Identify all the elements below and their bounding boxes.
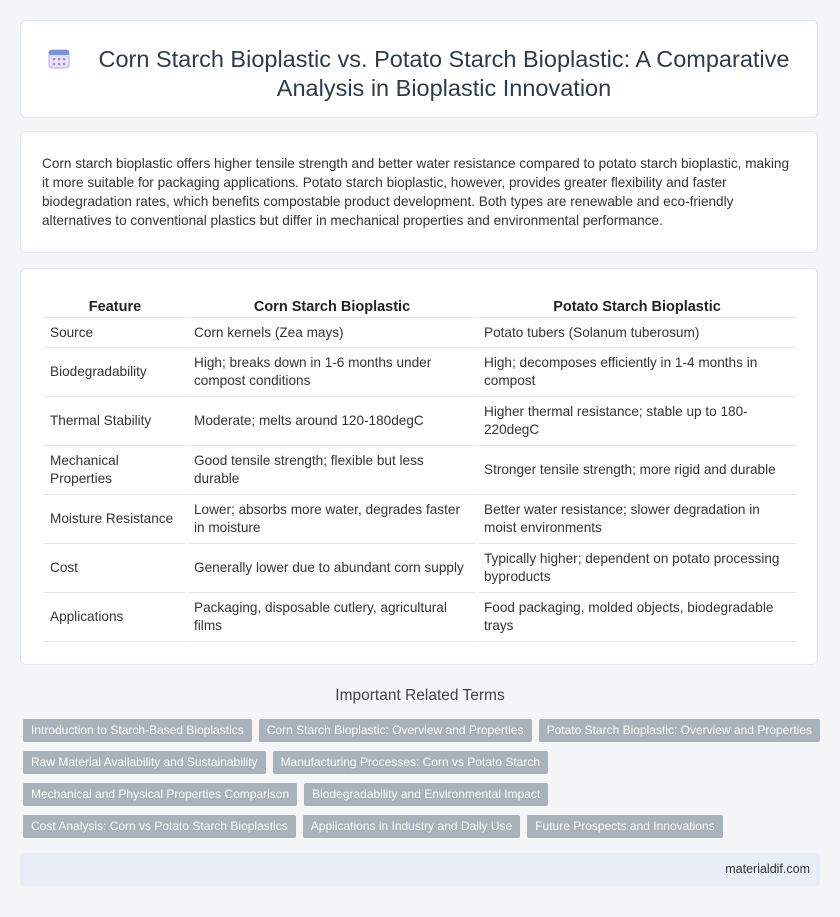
- header-feature: Feature: [44, 297, 186, 318]
- header-corn: Corn Starch Bioplastic: [188, 297, 476, 318]
- tag-row: [23, 815, 823, 838]
- potato-cell: Better water resistance; slower degradation in moist environments: [478, 495, 796, 544]
- related-term-tag[interactable]: Introduction to Starch-Based Bioplastics: [23, 719, 252, 742]
- potato-cell: Typically higher; dependent on potato processing byproducts: [478, 544, 796, 593]
- related-term-tag[interactable]: Future Prospects and Innovations: [527, 815, 722, 838]
- potato-cell: Potato tubers (Solanum tuberosum): [478, 318, 796, 348]
- corn-cell: Lower; absorbs more water, degrades faster in moisture: [188, 495, 476, 544]
- table-row: [44, 318, 796, 348]
- feature-cell: Applications: [44, 593, 186, 642]
- feature-cell: Moisture Resistance: [44, 495, 186, 544]
- potato-cell: Higher thermal resistance; stable up to 180-220degC: [478, 397, 796, 446]
- feature-cell: Source: [44, 318, 186, 348]
- table-header-row: [44, 297, 796, 318]
- corn-cell: Generally lower due to abundant corn supply: [188, 544, 476, 593]
- feature-cell: Cost: [44, 544, 186, 593]
- related-terms-title: Important Related Terms: [335, 687, 505, 704]
- related-terms-list: [23, 719, 823, 847]
- corn-cell: High; breaks down in 1-6 months under compost conditions: [188, 348, 476, 397]
- related-term-tag[interactable]: Raw Material Availability and Sustainability: [23, 751, 266, 774]
- potato-cell: Food packaging, molded objects, biodegradable trays: [478, 593, 796, 642]
- potato-cell: Stronger tensile strength; more rigid and durable: [478, 446, 796, 495]
- potato-cell: High; decomposes efficiently in 1-4 months in compost: [478, 348, 796, 397]
- feature-cell: Biodegradability: [44, 348, 186, 397]
- header-card: [20, 20, 818, 118]
- related-term-tag[interactable]: Biodegradability and Environmental Impact: [304, 783, 548, 806]
- feature-cell: Thermal Stability: [44, 397, 186, 446]
- footer-site: materialdif.com: [725, 862, 810, 876]
- comparison-table: [42, 297, 798, 642]
- related-term-tag[interactable]: Manufacturing Processes: Corn vs Potato Starch: [273, 751, 548, 774]
- tag-row: [23, 719, 823, 742]
- table-row: [44, 593, 796, 642]
- tag-row: [23, 751, 823, 774]
- table-row: [44, 348, 796, 397]
- calendar-icon: [48, 47, 70, 69]
- table-row: [44, 446, 796, 495]
- corn-cell: Good tensile strength; flexible but less durable: [188, 446, 476, 495]
- summary-card: [20, 131, 818, 253]
- related-term-tag[interactable]: Potato Starch Bioplastic: Overview and Properties: [539, 719, 820, 742]
- related-term-tag[interactable]: Corn Starch Bioplastic: Overview and Properties: [259, 719, 532, 742]
- header-potato: Potato Starch Bioplastic: [478, 297, 796, 318]
- summary-text: Corn starch bioplastic offers higher tensile strength and better water resistance compared to potato starch bioplastic, making it more suitable for packaging applications. Potato starch bioplastic, however, provides greater flexibility and faster biodegradation rates, which benefits compostable product development. Both types are renewable and eco-friendly alternatives to conventional plastics but differ in mechanical properties and environmental performance.: [42, 156, 790, 228]
- corn-cell: Packaging, disposable cutlery, agricultural films: [188, 593, 476, 642]
- footer: [20, 853, 820, 886]
- related-term-tag[interactable]: Applications in Industry and Daily Use: [303, 815, 520, 838]
- table-row: [44, 544, 796, 593]
- feature-cell: Mechanical Properties: [44, 446, 186, 495]
- related-term-tag[interactable]: Mechanical and Physical Properties Comparison: [23, 783, 297, 806]
- tag-row: [23, 783, 823, 806]
- corn-cell: Moderate; melts around 120-180degC: [188, 397, 476, 446]
- comparison-table-card: [20, 268, 818, 665]
- page-title: Corn Starch Bioplastic vs. Potato Starch Bioplastic: A Comparative Analysis in Bioplastic Innovation: [98, 46, 790, 101]
- related-term-tag[interactable]: Cost Analysis: Corn vs Potato Starch Bioplastics: [23, 815, 296, 838]
- table-row: [44, 495, 796, 544]
- corn-cell: Corn kernels (Zea mays): [188, 318, 476, 348]
- table-row: [44, 397, 796, 446]
